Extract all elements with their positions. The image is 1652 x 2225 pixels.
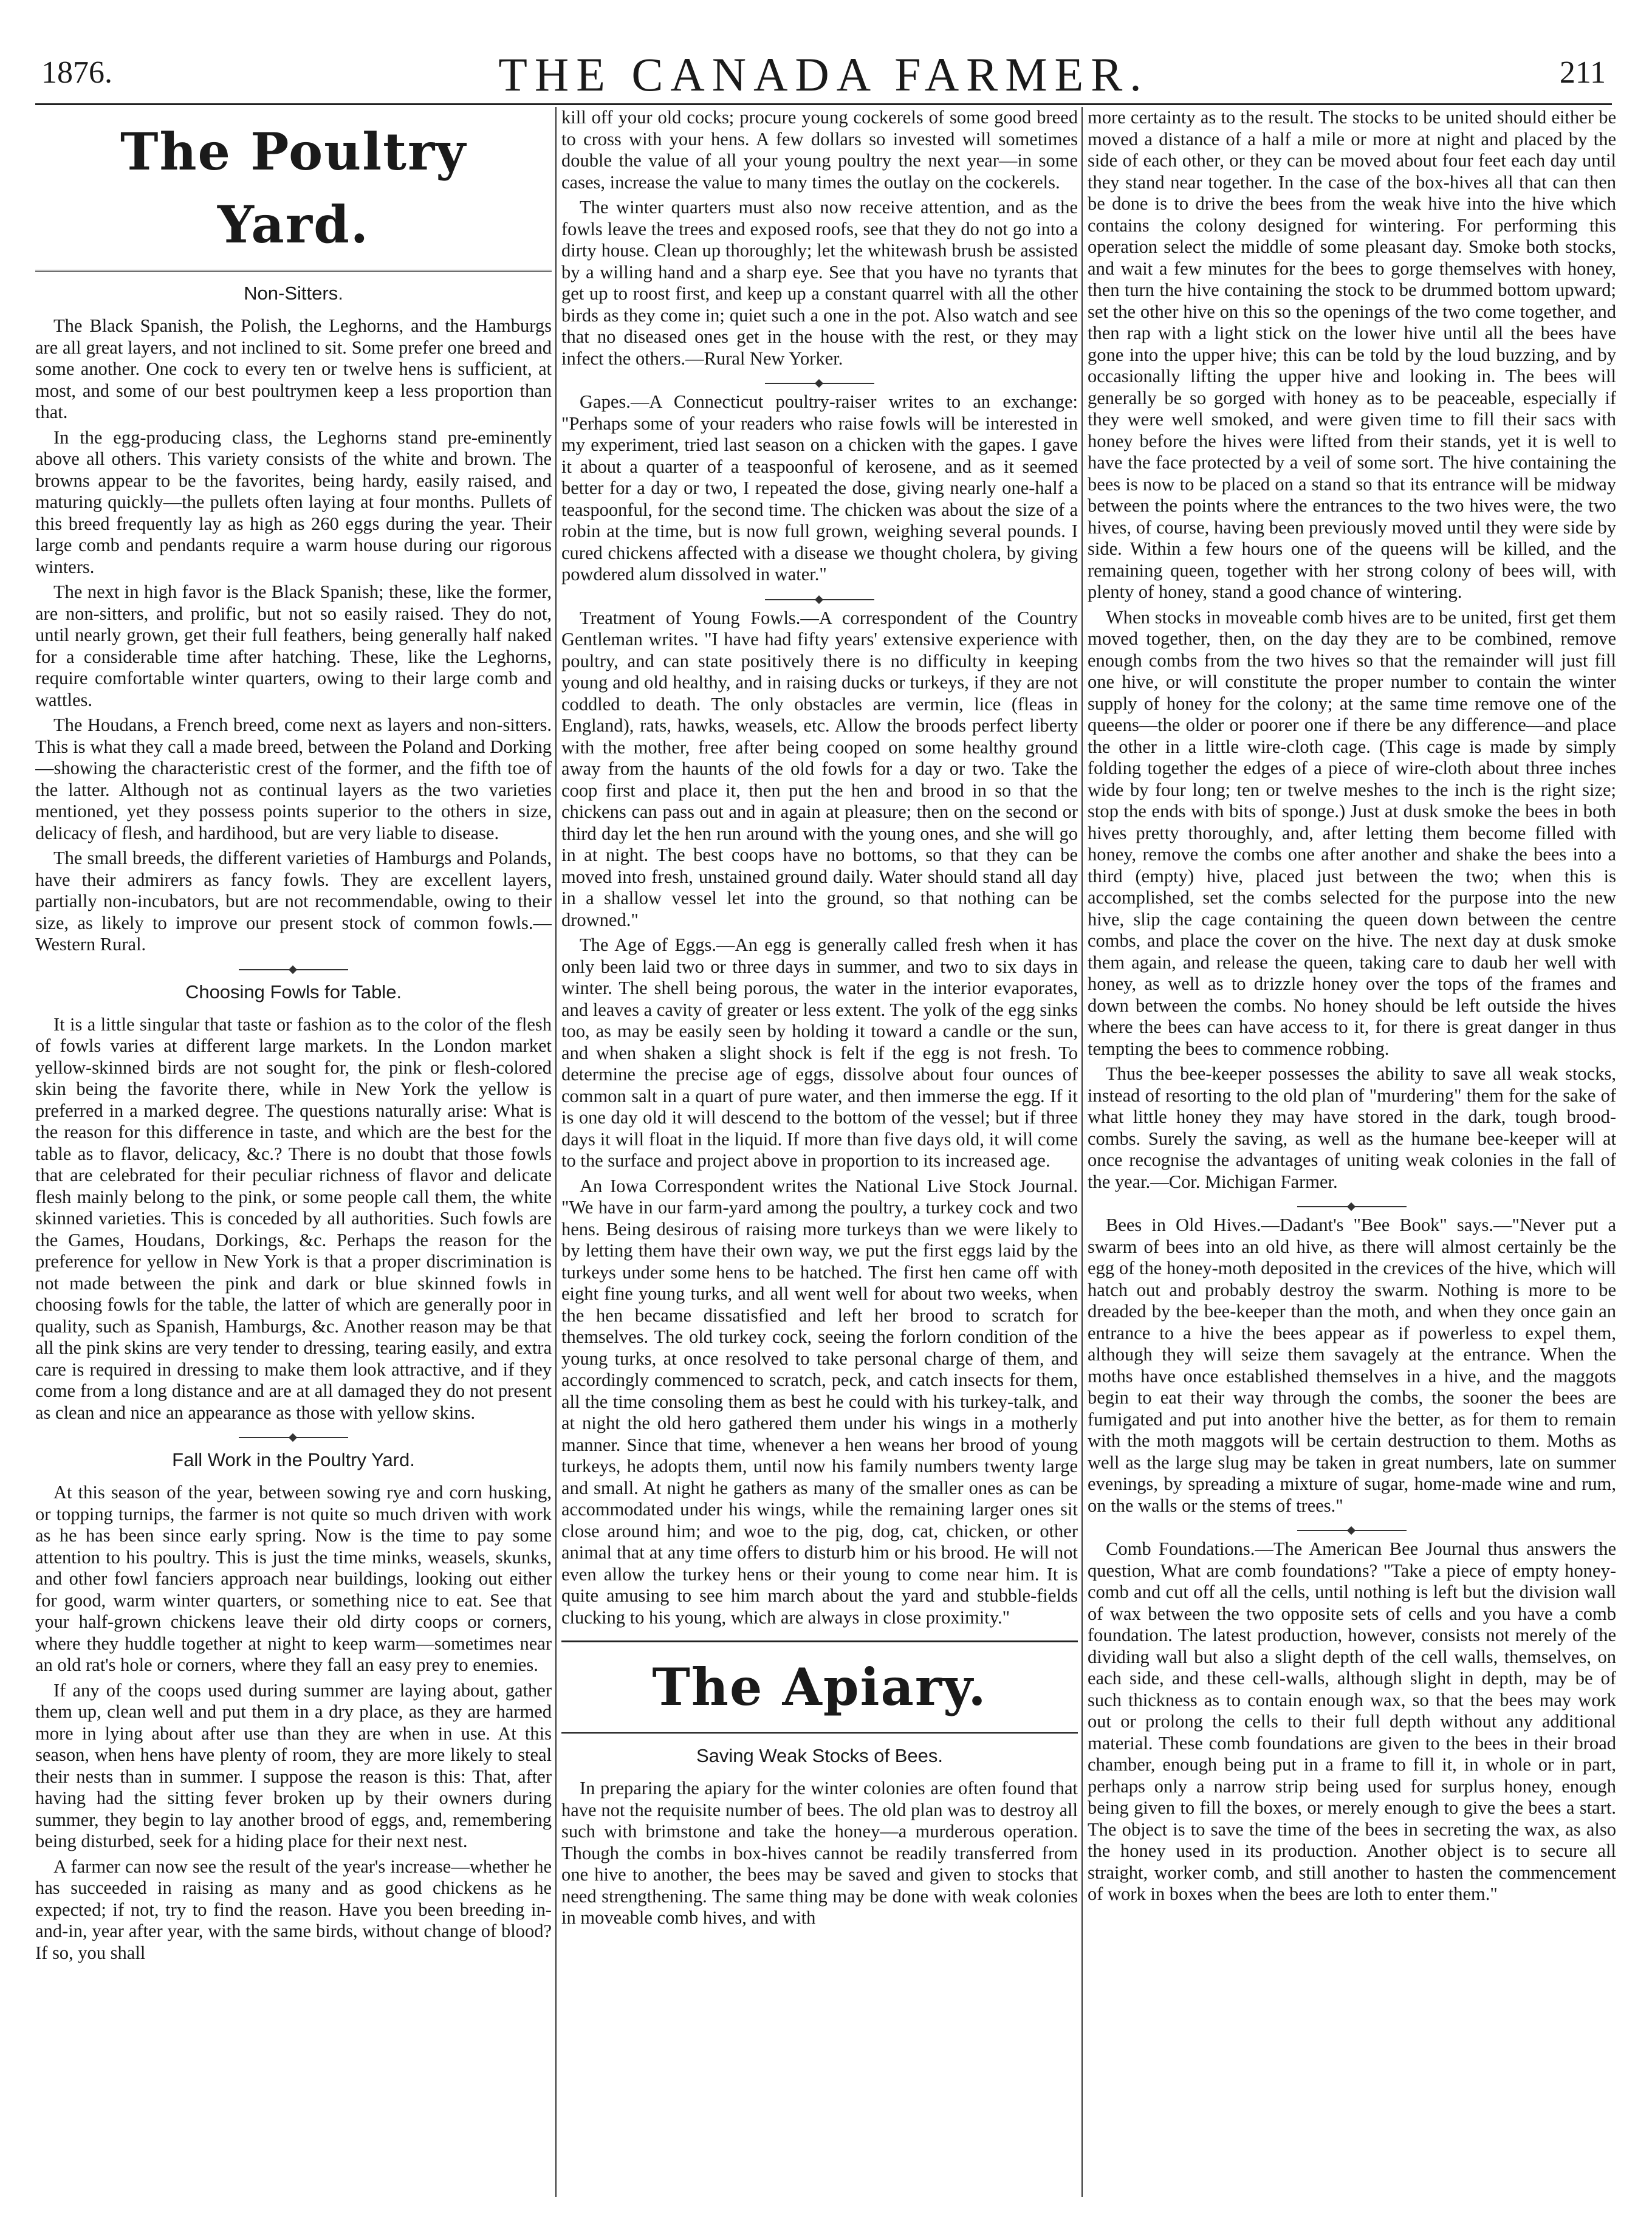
page-number: 211 xyxy=(1559,55,1606,90)
newspaper-title: THE CANADA FARMER. xyxy=(498,48,1149,101)
section-heading-non-sitters: Non-Sitters. xyxy=(244,283,343,304)
section-divider xyxy=(239,1437,348,1438)
section-divider xyxy=(765,599,874,600)
article-paragraph: The small breeds, the different varieties of Hamburgs and Polands, have their admirers as fancy fowls. They are excellent layers, partially non-incubators, but are not recommendable, owing to their size, as likely to improve our present stock of common fowls.—Western Rural. xyxy=(35,848,552,955)
section-divider xyxy=(765,383,874,384)
article-paragraph: When stocks in moveable comb hives are to be united, first get them moved together, then, on the day they are to be combined, remove enough combs from the two hives so that the remainder will just fill one hive, or will constitute the proper number to contain the winter supply of honey for the colony; at the same time remove one of the queens—the older or poorer one if there be any difference—and place the other in a little wire-cloth cage. (This cage is made by simply folding together the edges of a piece of wire-cloth about three inches wide by four long; ten or twelve meshes to the inch is the right size; stop the ends with bits of sponge.) Just at dusk smoke the bees in both hives pretty thoroughly, and, after letting them become filled with honey, remove the combs one after another and shake the bees into a third (empty) hive, placed just between the two; when this is accomplished, set the combs selected for the purpose into the new hive, slip the cage containing the queen down between the centre combs, and place the cover on the hive. The next day at dusk smoke them again, and release the queen, taking care to daub her well with honey, as well as to drizzle honey over the tops of the frames and down between the combs. No honey should be left outside the hives where the bees can have access to it, for there is great danger in thus tempting the bees to commence robbing. xyxy=(1088,606,1616,1059)
article-paragraph: In preparing the apiary for the winter colonies are often found that have not the requisite number of bees. The old plan was to destroy all such with brimstone and take the honey—a murderous operation. Though the combs in box-hives cannot be readily transferred from one hive to another, the bees may be saved and given to stocks that need strengthening. The same thing may be done with weak colonies in moveable comb hives, and with xyxy=(561,1778,1078,1928)
masthead xyxy=(35,44,1612,105)
item-bees-old-hives: Bees in Old Hives.—Dadant's "Bee Book" says.—"Never put a swarm of bees into an old hive, as there will almost certainly be the egg of the honey-moth deposited in the crevices of the hive, which will hatch out and probably destroy the swarm. Nothing is more to be dreaded by the bee-keeper than the moth, and when they once gain an entrance to a hive the bees appear as if powerless to expel them, although they will seize them savagely at the entrance. When the moths have once established themselves in a hive, and the maggots begin to eat their way through the combs, the sooner the bees are fumigated and put into another hive the better, as for them to remain with the moth maggots will be certain destruction to them. Moths as well as the large slug may be taken in great numbers, late on summer evenings, by spreading a mixture of sugar, home-made wine and rum, on the walls or the stems of trees." xyxy=(1088,1215,1616,1516)
article-paragraph: At this season of the year, between sowing rye and corn husking, or topping turnips, the farmer is not quite so much driven with work as he has been since early spring. Now is the time to pay some attention to his poultry. This is just the time minks, weasels, skunks, and other fowl fanciers approach near buildings, looking out either for good, warm winter quarters, or something nice to eat. See that your half-grown chickens leave their old dirty coops or corners, where they huddle together at night to keep warm—sometimes near an old rat's hole or corners, where they fall an easy prey to enemies. xyxy=(35,1482,552,1675)
column-rule-1 xyxy=(555,107,557,2197)
item-comb-foundations: Comb Foundations.—The American Bee Journal thus answers the question, What are comb foundations? "Take a piece of empty honey-comb and cut off all the cells, until nothing is left but the division wall of wax between the two opposite sets of cells and you have a comb foundation. The latest production, however, consists not merely of the dividing wall but also a slight depth of the cell walls, themselves, on each side, and these cell-walls, although slight in depth, may be of such thickness as to contain enough wax, so that the bees may work out or prolong the cells to their full depth without any additional material. These comb foundations are given to the bees in their broad chamber, enough being put in a frame to fill it, in whole or in part, perhaps only a narrow strip being used for surplus honey, enough being given to fill the boxes, or merely enough to give the bees a start. The object is to save the time of the bees in secreting the wax, as also the honey used in its production. Another object is to secure all straight, worker comb, and still another to hasten the commencement of work in boxes when the bees are loth to enter them." xyxy=(1088,1538,1616,1904)
column-2 xyxy=(561,107,1078,2197)
article-paragraph: The Houdans, a French breed, come next as layers and non-sitters. This is what they call a made breed, between the Poland and Dorking—showing the characteristic crest of the former, and the fifth toe of the latter. Although not as continual layers as the two varieties mentioned, yet they possess points superior to the others in size, delicacy of flesh, and hardihood, but are very liable to disease. xyxy=(35,715,552,843)
column-1 xyxy=(35,107,552,2197)
apiary-banner: The Apiary. xyxy=(561,1651,1078,1734)
issue-year: 1876. xyxy=(41,55,112,90)
article-paragraph: If any of the coops used during summer are laying about, gather them up, clean well and put them in a dry place, as they are harmed more in lying about after use than they are when in use. At this season, when hens have plenty of room, they are more likely to steal their nests than in summer. I suppose the reason is this: That, after having had the sitting fever broken up by their owners during summer, they begin to lay another brood of eggs, and, remembering being disturbed, seek for a hiding place for their next nest. xyxy=(35,1679,552,1851)
column-3 xyxy=(1088,107,1616,2197)
article-paragraph: A farmer can now see the result of the year's increase—whether he has succeeded in raising as many and as good chickens as he expected; if not, try to find the reason. Have you been breeding in-and-in, year after year, with the same birds, without change of blood? If so, you shall xyxy=(35,1856,552,1963)
article-paragraph: The Black Spanish, the Polish, the Leghorns, and the Hamburgs are all great layers, and not inclined to sit. Some prefer one breed and some another. One cock to every ten or twelve hens is sufficient, at most, and some of our best poultrymen keep a less proportion than that. xyxy=(35,315,552,422)
section-divider xyxy=(1297,1206,1407,1207)
section-heading-choosing-fowls: Choosing Fowls for Table. xyxy=(185,981,402,1003)
section-divider xyxy=(239,969,348,970)
item-young-fowls: Treatment of Young Fowls.—A correspondent of the Country Gentleman writes. "I have had fifty years' extensive experience with poultry, and can state positively there is no difficulty in keeping young and old healthy, and in raising ducks or turkeys, if they are not coddled to death. The only obstacles are vermin, lice (fleas in England), rats, hawks, weasels, etc. Allow the broods perfect liberty with the mother, free after being cooped on some healthy ground away from the haunts of the old fowls for a day or two. Take the coop first and place it, then put the hen and brood in so that the chickens can pass out and in again at pleasure; then on the second or third day let the hen run around with the young ones, and she will go in at night. The best coops have no bottoms, so that they can be moved into fresh, unstained ground daily. Water should stand all day in a shallow vessel let into the ground, so that nothing can be drowned." xyxy=(561,607,1078,930)
article-paragraph: Thus the bee-keeper possesses the ability to save all weak stocks, instead of resorting to the old plan of "murdering" them for the sake of what little honey they may have stored in the dark, tough brood-combs. Surely the saving, as well as the humane bee-keeper will at once recognise the advantages of uniting weak colonies in the fall of the year.—Cor. Michigan Farmer. xyxy=(1088,1063,1616,1192)
item-iowa-correspondent: An Iowa Correspondent writes the National Live Stock Journal. "We have in our farm-yard among the poultry, a turkey cock and two hens. Being desirous of raising more turkeys than we were likely to by letting them have their own way, we put the first eggs laid by the turkeys under some hens to be hatched. The first hen came off with eight fine young turks, and all went well for about two weeks, when the hen became dissatisfied and left her brood to scratch for themselves. The old turkey cock, seeing the forlorn condition of the young turks, at once resolved to take personal charge of them, and accordingly commenced to scratch, peck, and catch insects for them, all the time consoling them as best he could with his turkey-talk, and at night the old hero gathered them under his wings in a motherly manner. Since that time, whenever a hen weans her brood of young turkeys, he adopts them, until now his family numbers twenty large and small. At night he gathers as many of the smaller ones as can be accommodated under his wings, while the remaining larger ones sit close around him; and woe to the pig, dog, cat, chicken, or other animal that at any time offers to disturb him or his brood. He will not even allow the turkey hens or their young to come near him. It is quite amusing to see him march about the yard and stubble-fields clucking to his young, which are always in close proximity." xyxy=(561,1175,1078,1628)
section-divider xyxy=(1297,1530,1407,1531)
poultry-yard-banner: The Poultry Yard. xyxy=(35,115,552,272)
article-paragraph: The winter quarters must also now receive attention, and as the fowls leave the trees and exposed roofs, see that they do not go into a dirty house. Clean up thoroughly; let the whitewash brush be assisted by a willing hand and a sharp eye. See that you have no tyrants that get up to roost first, and keep up a constant quarrel with all the other birds as they come in; quiet such a one in the pot. Also watch and see that no diseased ones get in the house with the rest, or they may infect the others.—Rural New Yorker. xyxy=(561,197,1078,369)
article-paragraph: In the egg-producing class, the Leghorns stand pre-eminently above all others. This variety consists of the white and brown. The browns appear to be the favorites, being hardy, easily raised, and maturing quickly—the pullets often laying at four months. Pullets of this breed frequently lay as high as 260 eggs during the year. Their large comb and pendants require a warm house during our rigorous winters. xyxy=(35,427,552,577)
section-heading-fall-work: Fall Work in the Poultry Yard. xyxy=(172,1449,415,1470)
column-rule-2 xyxy=(1081,107,1083,2197)
item-gapes: Gapes.—A Connecticut poultry-raiser writes to an exchange: "Perhaps some of your readers who raise fowls will be interested in my experiment, tried last season on a chicken with the gapes. I gave it about a quarter of a teaspoonful of kerosene, and as it seemed better for a day or two, I repeated the dose, giving nearly one-half a teaspoonful, for the second time. The chicken was about the size of a robin at the time, but is now full grown, weighing several pounds. I cured chickens affected with a disease we thought cholera, by giving powdered alum dissolved in water." xyxy=(561,391,1078,585)
item-age-of-eggs: The Age of Eggs.—An egg is generally called fresh when it has only been laid two or three days in summer, and two to six days in winter. The shell being porous, the water in the interior evaporates, and leaves a cavity of greater or less extent. The yolk of the egg sinks too, as may be easily seen by holding it toward a candle or the sun, and when shaken a slight shock is felt if the egg is not fresh. To determine the precise age of eggs, dissolve about four ounces of common salt in a quart of pure water, and then immerse the egg. If it is one day old it will descend to the bottom of the vessel; but if three days it will float in the liquid. If more than five days old, it will come to the surface and project above in proportion to its increased age. xyxy=(561,934,1078,1171)
article-paragraph: It is a little singular that taste or fashion as to the color of the flesh of fowls varies at different large markets. In the London market yellow-skinned birds are not sought for, the pink or flesh-colored skin being the favorite there, while in New York the yellow is preferred in a marked degree. The questions naturally arise: What is the reason for this difference in taste, and which are the best for the table as to flavor, delicacy, &c.? There is no doubt that those fowls that are celebrated for their peculiar richness of flavor and delicate flesh mainly belong to the pink, or some people call them, the white skinned varieties. This is conceded by all authorities. Such fowls are the Games, Houdans, Dorkings, &c. Perhaps the reason for the preference for yellow in New York is that a proper discrimination is not made between the pink and dark or blue skinned fowls in choosing fowls for the table, the latter of which are generally poor in quality, such as Spanish, Hamburgs, &c. Another reason may be that all the pink skins are very tender to dressing, tearing easily, and extra care is required in dressing to make them look attractive, and if they come from a long distance and are at all damaged they do not present as clean and nice an appearance as those with yellow skins. xyxy=(35,1013,552,1423)
article-paragraph: more certainty as to the result. The stocks to be united should either be moved a distance of a half a mile or more at night and placed by the side of each other, or they can be moved about four feet each day until they stand near together. In the case of the box-hives all that can then be done is to drive the bees from the weak hive into the hive which contains the colony designed for wintering. For performing this operation select the middle of some pleasant day. Smoke both stocks, and wait a few minutes for the bees to gorge themselves with honey, then turn the hive containing the stock to be drummed bottom upward; set the other hive on this so the openings of the two come together, and then rap with a light stick on the lower hive until all the bees have gone into the upper hive; this can be told by the loud buzzing, and by occasionally lifting the upper hive and looking in. The bees will generally be so gorged with honey as to be peaceable, especially if they were well smoked, and were given time to fill their sacs with honey before the hives were lifted from their stands, yet it is well to have the face protected by a veil of some sort. The hive containing the bees is now to be placed on a stand so that its entrance will be midway between the points where the entrances to the two hives were, the two hives, of course, having been previously moved until they were side by side. Within a few hours one of the queens will be killed, and the remaining queen, together with her strong colony of bees will, with plenty of honey, stand a good chance of wintering. xyxy=(1088,107,1616,602)
article-paragraph: kill off your old cocks; procure young cockerels of some good breed to cross with your hens. A few dollars so invested will sometimes double the value of all your young poultry the next year—in some cases, increase the value to many times the outlay on the cockerels. xyxy=(561,107,1078,193)
section-heading-weak-stocks: Saving Weak Stocks of Bees. xyxy=(696,1745,944,1766)
article-paragraph: The next in high favor is the Black Spanish; these, like the former, are non-sitters, and prolific, but not so easily raised. They do not, until nearly grown, get their full feathers, being generally half naked for a considerable time after hatching. These, like the Leghorns, require comfortable winter quarters, owing to their large comb and wattles. xyxy=(35,581,552,710)
section-rule xyxy=(561,1640,1078,1642)
